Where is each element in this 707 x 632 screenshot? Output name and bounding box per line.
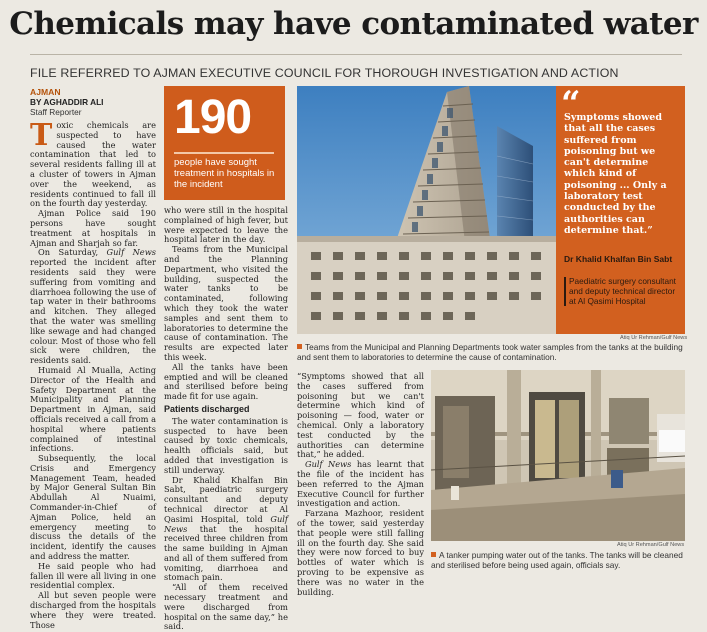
drop-cap: T: [30, 118, 53, 153]
paragraph: who were still in the hospital complained of high fever, but were expected to leave the hospital later in the day.: [164, 205, 288, 245]
paragraph: Subsequently, the local Crisis and Emergency Management Team, headed by Major General Sultan Bin Abdullah Al Nuaimi, Commander-in-Chief of Ajman Police, held an emergency meeting to discuss the details of the incident, identify the causes and address the matter.: [30, 453, 156, 562]
caption-marker-icon: [297, 344, 302, 349]
paragraph-text: reported the incident after residents said they were suffering from vomiting and diarrhoea following the use of tap water in their bathrooms and kitchen. They alleged that the water was smelling like sewage and had changed colour. Most of those who fell sick were children, the residents said.: [30, 257, 156, 366]
pull-quote-name: Dr Khalid Khalfan Bin Sabt: [564, 254, 673, 264]
stat-number: 190: [174, 91, 252, 144]
photo-caption: [297, 343, 687, 363]
paragraph: [30, 248, 156, 366]
photo-caption: [431, 551, 687, 571]
dateline: AJMAN: [30, 87, 61, 97]
paragraph-text: has learnt that the file of the incident has been referred to the Ajman Executive Council for further investigation and action.: [297, 459, 424, 509]
publication-name: Gulf News: [305, 459, 352, 470]
byline: BY AGHADDIR ALI: [30, 97, 104, 107]
paragraph: He said people who had fallen ill were all living in one residential complex.: [30, 560, 156, 591]
lead-paragraph: [30, 118, 156, 209]
headline: Chemicals may have contaminated water: [9, 6, 698, 42]
article-column-2: [164, 206, 288, 632]
paragraph-text: that the hospital received three children from the same building in Ajman and all of them suffered from vomiting, diarrhoea and stomach pain.: [164, 523, 288, 583]
lead-text: oxic chemicals are suspected to have caused the water contamination that led to several residents falling ill at a cluster of towers in Ajman over the weekend, as residents continued to fall ill on the fourth day yesterday.: [30, 120, 156, 209]
quote-mark-icon: “: [561, 84, 581, 124]
publication-name: Gulf News: [164, 513, 288, 534]
headline-rule: [30, 54, 682, 55]
paragraph-text: Dr Khalid Khalfan Bin Sabt, paediatric surgery consultant and deputy technical director at Al Qasimi Hospital, told: [164, 474, 288, 524]
photo-caption-text: A tanker pumping water out of the tanks. The tanks will be cleaned and sterilised before being used again, officials say.: [431, 550, 683, 570]
paragraph: [297, 460, 424, 509]
stat-box: [164, 86, 285, 200]
paragraph: All the tanks have been emptied and will be cleaned and sterilised before being made fit for use again.: [164, 361, 288, 402]
paragraph: The water contamination is suspected to have been caused by toxic chemicals, health officials said, but added that investigation is still underway.: [164, 415, 288, 475]
tanker-photo: [431, 370, 685, 541]
article-column-1: [30, 118, 156, 630]
stat-divider: [174, 152, 274, 154]
paragraph: Ajman Police said 190 persons have sought treatment at hospitals in Ajman and Sharjah so far.: [30, 208, 156, 248]
tanker-photo-image: [431, 370, 685, 541]
pull-quote-title: Paediatric surgery consultant and deputy technical director at Al Qasimi Hospital: [564, 277, 682, 306]
caption-marker-icon: [431, 552, 436, 557]
paragraph: Humaid Al Mualla, Acting Director of the Health and Safety Department at the Municipality and Planning Department in Ajman, said officials received a call from a hospital where patients complained of intestinal infections.: [30, 364, 156, 454]
publication-name: Gulf News: [106, 247, 156, 258]
section-subheading: Patients discharged: [164, 403, 250, 414]
paragraph: Teams from the Municipal and the Planning Department, who visited the building, suspected the water tanks to be contaminated, following which they took the water samples and sent them to laboratories to determine the cause of contamination. The results are expected later this week.: [164, 244, 288, 362]
pull-quote-text: Symptoms showed that all the cases suffered from poisoning but we can't determine which kind of poisoning ... Only a laboratory test conducted by the authorities can determine that.”: [564, 112, 667, 236]
paragraph: “All of them received necessary treatment and were discharged from hospital on the same day,” he said.: [164, 582, 288, 632]
stat-text: people have sought treatment in hospitals in the incident: [174, 157, 275, 191]
paragraph: Farzana Mazhoor, resident of the tower, said yesterday that people were still falling ill on the fourth day. She said they were now forced to buy bottles of water which is proving to be expensive as there was no water in the building.: [297, 508, 424, 597]
byline-role: Staff Reporter: [30, 107, 82, 117]
paragraph: [164, 476, 288, 584]
photo-caption-text: Teams from the Municipal and Planning Departments took water samples from the tanks at the building and sent them to laboratories to determine the cause of contamination.: [297, 342, 683, 362]
photo-credit: Atiq Ur Rehman/Gulf News: [620, 335, 688, 341]
article-column-3: [297, 372, 424, 597]
pull-quote-box: [556, 86, 685, 334]
photo-credit: Atiq Ur Rehman/Gulf News: [617, 542, 685, 548]
paragraph: “Symptoms showed that all the cases suffered from poisoning but we can't determine which kind of poisoning — food, water or chemical. Only a laboratory test conducted by the authorities can determine that,” he added.: [297, 371, 424, 460]
paragraph: All but seven people were discharged from the hospitals where they were treated. Those: [30, 590, 156, 630]
paragraph-text: On Saturday,: [38, 247, 107, 258]
subheadline: FILE REFERRED TO AJMAN EXECUTIVE COUNCIL FOR THOROUGH INVESTIGATION AND ACTION: [30, 66, 619, 80]
